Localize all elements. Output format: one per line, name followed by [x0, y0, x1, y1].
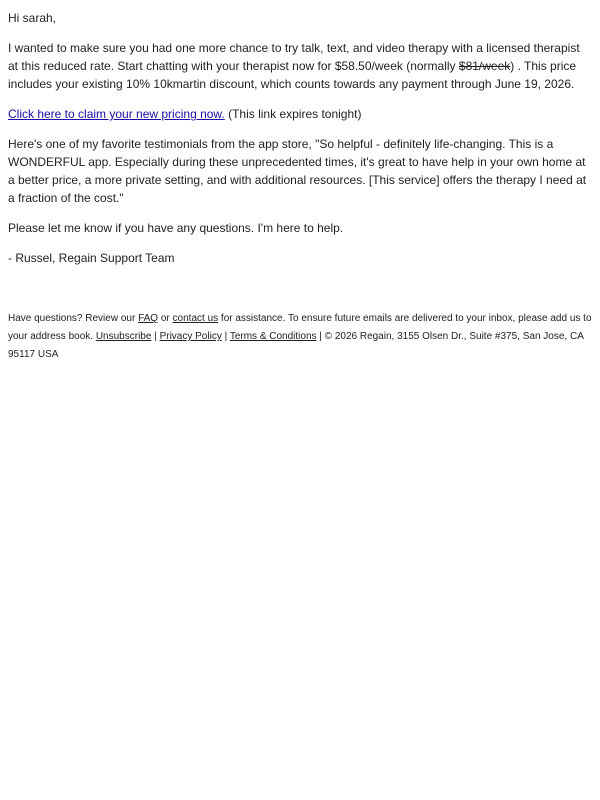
footer-separator: | — [151, 331, 160, 342]
testimonial-paragraph: Here's one of my favorite testimonials from the app store, "So helpful - definitely life-changing. This is a WONDERFUL app. Especially during these unprecedented times, it's great to have help in your own home at a better price, a more private setting, and with additional resources. [This service] offers the therapy I need at a fraction of the cost." — [8, 137, 587, 205]
help-paragraph: Please let me know if you have any questions. I'm here to help. — [8, 221, 344, 235]
signature: - Russel, Regain Support Team — [8, 251, 175, 265]
footer-separator: | — [221, 331, 230, 342]
faq-link[interactable]: FAQ — [138, 313, 159, 324]
contact-us-link[interactable]: contact us — [172, 313, 219, 324]
email-body — [0, 0, 600, 364]
privacy-policy-link[interactable]: Privacy Policy — [159, 331, 222, 342]
footer-copyright-address: | © 2026 Regain, 3155 Olsen Dr., Suite #375, San Jose, CA 95117 USA — [8, 331, 584, 360]
footer-text-1: Have questions? Review our — [8, 313, 139, 324]
footer-text-3: for assistance. To ensure future emails are delivered to your inbox, please add us to your address book. — [8, 313, 592, 342]
cta-expiry-note: (This link expires tonight) — [224, 107, 362, 121]
footer-text-2: or — [158, 313, 173, 324]
offer-text-before: I wanted to make sure you had one more chance to try talk, text, and video therapy with a licensed therapist at this reduced rate. Start chatting with your therapist now for $58.50/week (normally — [8, 41, 580, 73]
offer-paragraph — [8, 39, 592, 93]
unsubscribe-link[interactable]: Unsubscribe — [95, 331, 152, 342]
terms-conditions-link[interactable]: Terms & Conditions — [229, 331, 317, 342]
email-footer — [8, 310, 592, 364]
cta-paragraph — [8, 105, 592, 123]
greeting: Hi sarah, — [8, 11, 57, 25]
claim-pricing-link[interactable]: Click here to claim your new pricing now. — [8, 107, 225, 121]
offer-text-after: ) . This price includes your existing 10% 10kmartin discount, which counts towards any payment through June 19, 2026. — [8, 59, 577, 91]
old-price: $81/week — [458, 59, 511, 73]
